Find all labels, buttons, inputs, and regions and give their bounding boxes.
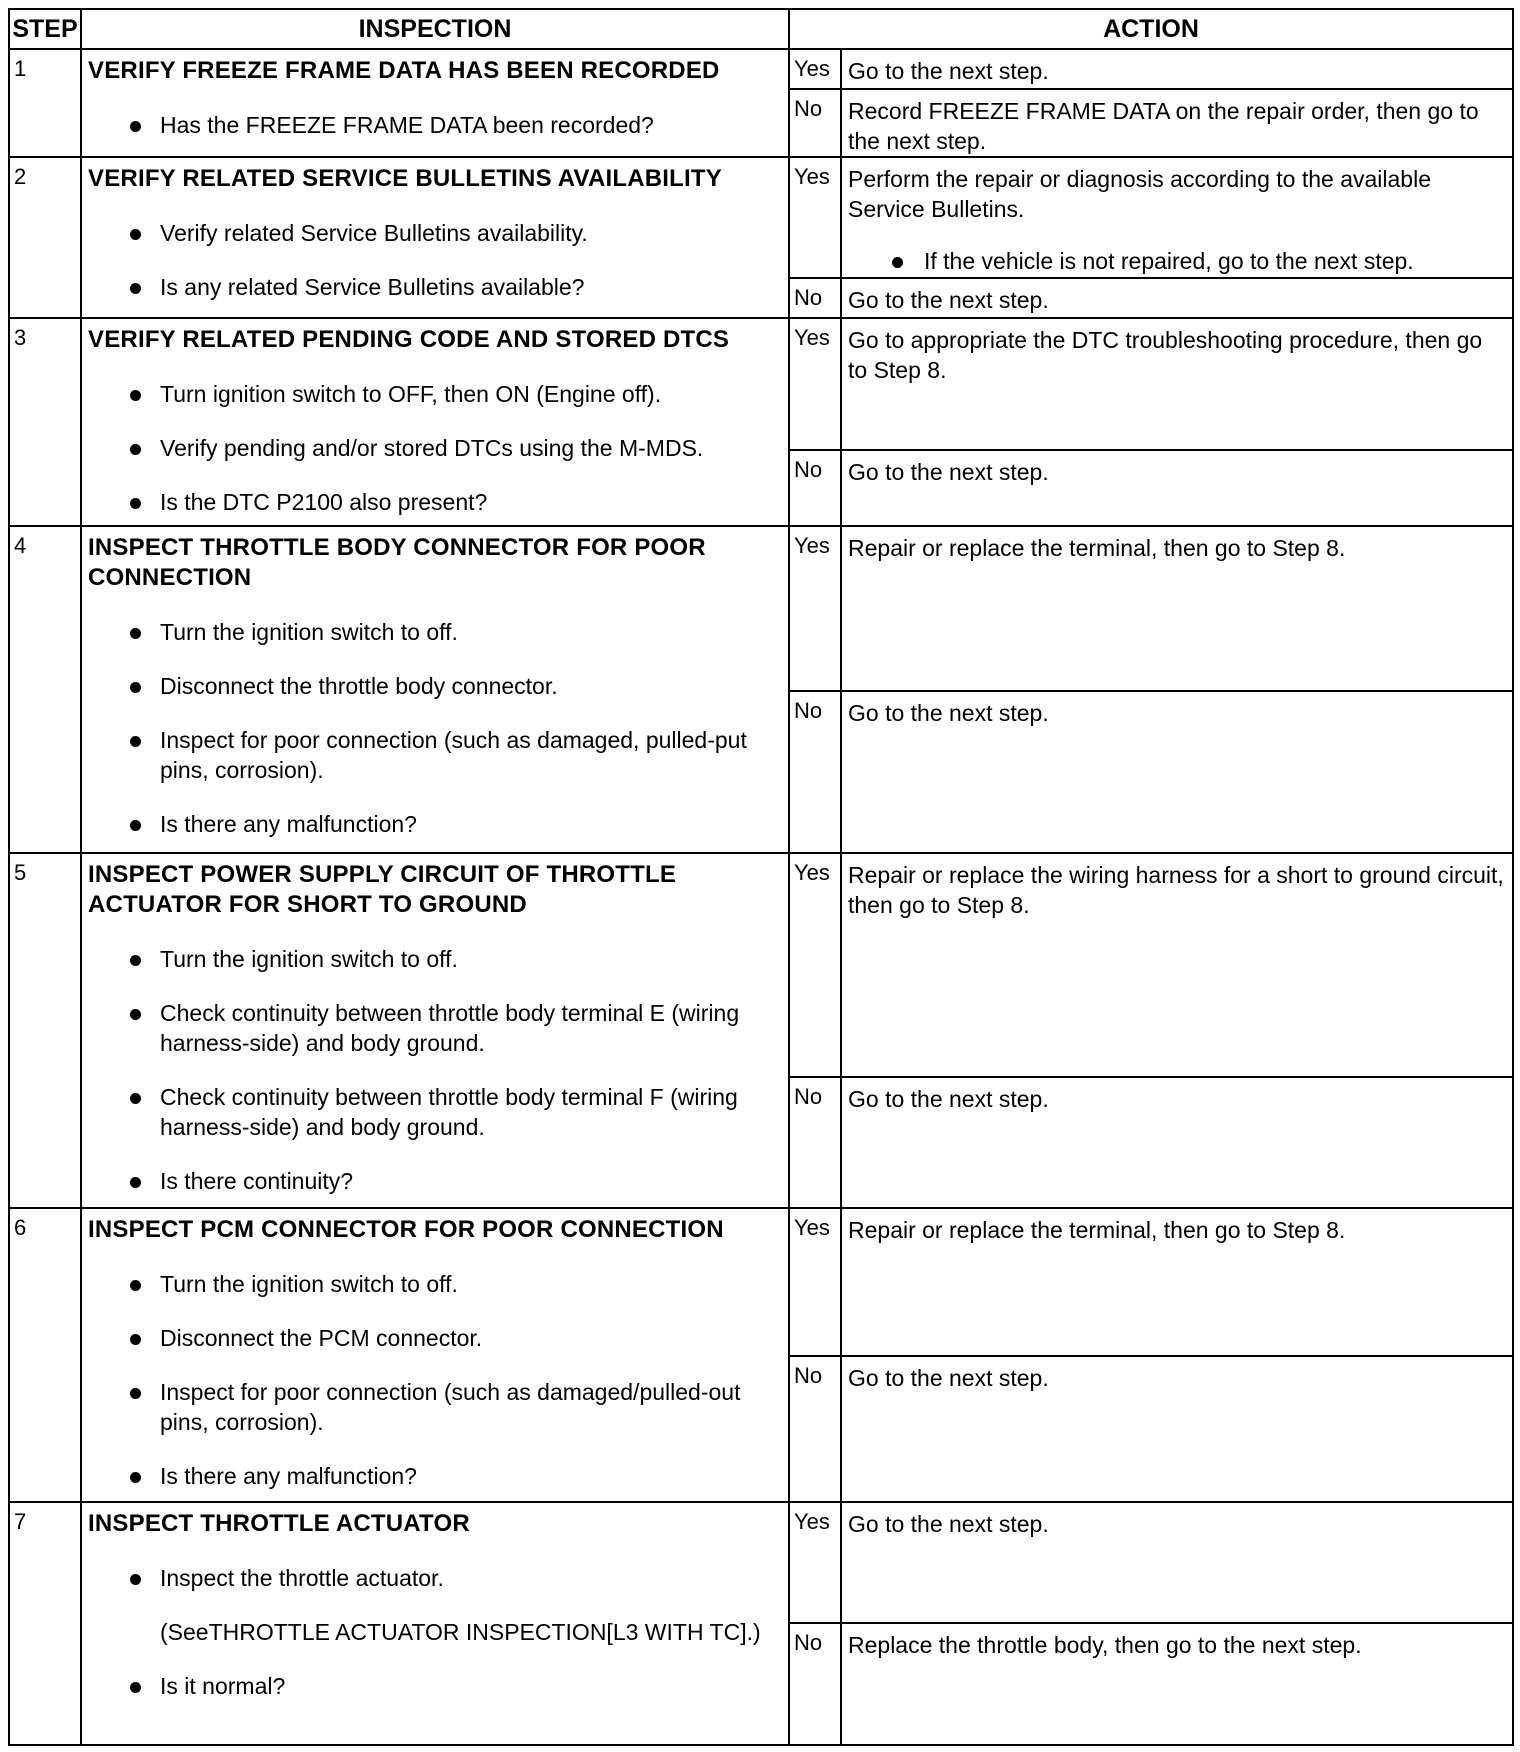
inspection-item: Turn the ignition switch to off.: [88, 1269, 780, 1299]
inspection-item: Disconnect the throttle body connector.: [88, 671, 780, 701]
inspection-title: INSPECT THROTTLE ACTUATOR: [88, 1510, 470, 1538]
inspection-item: Inspect the throttle actuator.: [88, 1563, 780, 1593]
diagnostic-table: [8, 8, 1514, 1746]
no-label: No: [789, 691, 841, 853]
inspection-item: Disconnect the PCM connector.: [88, 1323, 780, 1353]
header-inspection: INSPECTION: [81, 9, 789, 49]
inspection-title: VERIFY RELATED PENDING CODE AND STORED DTCS: [88, 325, 730, 353]
inspection-item: Is the DTC P2100 also present?: [88, 487, 780, 517]
inspection-item: Is there any malfunction?: [88, 1461, 780, 1491]
yes-action: Repair or replace the terminal, then go to Step 8.: [841, 526, 1513, 690]
header-step: STEP: [9, 9, 81, 49]
step-number: 5: [9, 853, 81, 1208]
step-number: 3: [9, 318, 81, 526]
inspection-item: Is there any malfunction?: [88, 809, 780, 839]
inspection-cell: [81, 853, 789, 1208]
inspection-title: INSPECT THROTTLE BODY CONNECTOR FOR POOR CONNECTION: [88, 534, 706, 592]
yes-label: Yes: [789, 157, 841, 277]
yes-label: Yes: [789, 49, 841, 89]
inspection-cell: [81, 1208, 789, 1503]
yes-action: [841, 157, 1513, 277]
yes-label: Yes: [789, 1208, 841, 1356]
inspection-item: Check continuity between throttle body terminal E (wiring harness-side) and body ground.: [88, 998, 780, 1058]
step-2-yes-row: [9, 157, 1513, 277]
yes-label: Yes: [789, 1502, 841, 1622]
no-label: No: [789, 1623, 841, 1745]
no-label: No: [789, 450, 841, 526]
inspection-cell: [81, 1502, 789, 1745]
yes-action: Go to appropriate the DTC troubleshooting procedure, then go to Step 8.: [841, 318, 1513, 450]
step-number: 6: [9, 1208, 81, 1503]
yes-action-subitem: If the vehicle is not repaired, go to the next step.: [848, 246, 1504, 276]
yes-action-text: Perform the repair or diagnosis according to the available Service Bulletins.: [848, 166, 1431, 223]
inspection-title: INSPECT PCM CONNECTOR FOR POOR CONNECTION: [88, 1215, 724, 1243]
inspection-cell: [81, 49, 789, 157]
inspection-title: VERIFY RELATED SERVICE BULLETINS AVAILABILITY: [88, 165, 722, 193]
yes-label: Yes: [789, 853, 841, 1078]
step-number: 4: [9, 526, 81, 853]
step-3-yes-row: [9, 318, 1513, 450]
inspection-cell: [81, 318, 789, 526]
inspection-item: Turn the ignition switch to off.: [88, 617, 780, 647]
yes-action: Go to the next step.: [841, 1502, 1513, 1622]
step-5-yes-row: [9, 853, 1513, 1078]
no-label: No: [789, 278, 841, 318]
no-action: Go to the next step.: [841, 1077, 1513, 1207]
yes-label: Yes: [789, 526, 841, 690]
inspection-item: Verify related Service Bulletins availability.: [88, 218, 780, 248]
no-action: Go to the next step.: [841, 450, 1513, 526]
no-action: Replace the throttle body, then go to the next step.: [841, 1623, 1513, 1745]
inspection-title: VERIFY FREEZE FRAME DATA HAS BEEN RECORDED: [88, 57, 720, 85]
inspection-item: Has the FREEZE FRAME DATA been recorded?: [88, 110, 780, 140]
inspection-item: Inspect for poor connection (such as damaged, pulled-put pins, corrosion).: [88, 725, 780, 785]
step-7-yes-row: [9, 1502, 1513, 1622]
inspection-title: INSPECT POWER SUPPLY CIRCUIT OF THROTTLE ACTUATOR FOR SHORT TO GROUND: [88, 860, 677, 918]
step-number: 1: [9, 49, 81, 157]
no-label: No: [789, 1356, 841, 1502]
no-action: Go to the next step.: [841, 1356, 1513, 1502]
inspection-item: Inspect for poor connection (such as damaged/pulled-out pins, corrosion).: [88, 1377, 780, 1437]
step-6-yes-row: [9, 1208, 1513, 1356]
header-action: ACTION: [789, 9, 1513, 49]
yes-action: Repair or replace the terminal, then go to Step 8.: [841, 1208, 1513, 1356]
no-action: Record FREEZE FRAME DATA on the repair order, then go to the next step.: [841, 89, 1513, 157]
yes-label: Yes: [789, 318, 841, 450]
yes-action: Repair or replace the wiring harness for a short to ground circuit, then go to Step 8.: [841, 853, 1513, 1078]
no-label: No: [789, 1077, 841, 1207]
step-4-yes-row: [9, 526, 1513, 690]
inspection-cell: [81, 526, 789, 853]
no-action: Go to the next step.: [841, 278, 1513, 318]
no-label: No: [789, 89, 841, 157]
no-action: Go to the next step.: [841, 691, 1513, 853]
inspection-item: Turn the ignition switch to off.: [88, 944, 780, 974]
inspection-item: Verify pending and/or stored DTCs using the M-MDS.: [88, 433, 780, 463]
inspection-item: Is any related Service Bulletins available?: [88, 272, 780, 302]
inspection-item: Turn ignition switch to OFF, then ON (Engine off).: [88, 379, 780, 409]
step-number: 7: [9, 1502, 81, 1745]
inspection-item: Check continuity between throttle body terminal F (wiring harness-side) and body ground.: [88, 1082, 780, 1142]
inspection-cell: [81, 157, 789, 317]
step-number: 2: [9, 157, 81, 317]
header-row: [9, 9, 1513, 49]
inspection-note: (SeeTHROTTLE ACTUATOR INSPECTION[L3 WITH TC].): [160, 1619, 761, 1646]
yes-action: Go to the next step.: [841, 49, 1513, 89]
inspection-item: Is there continuity?: [88, 1166, 780, 1196]
inspection-item: Is it normal?: [88, 1671, 780, 1701]
step-1-yes-row: [9, 49, 1513, 89]
